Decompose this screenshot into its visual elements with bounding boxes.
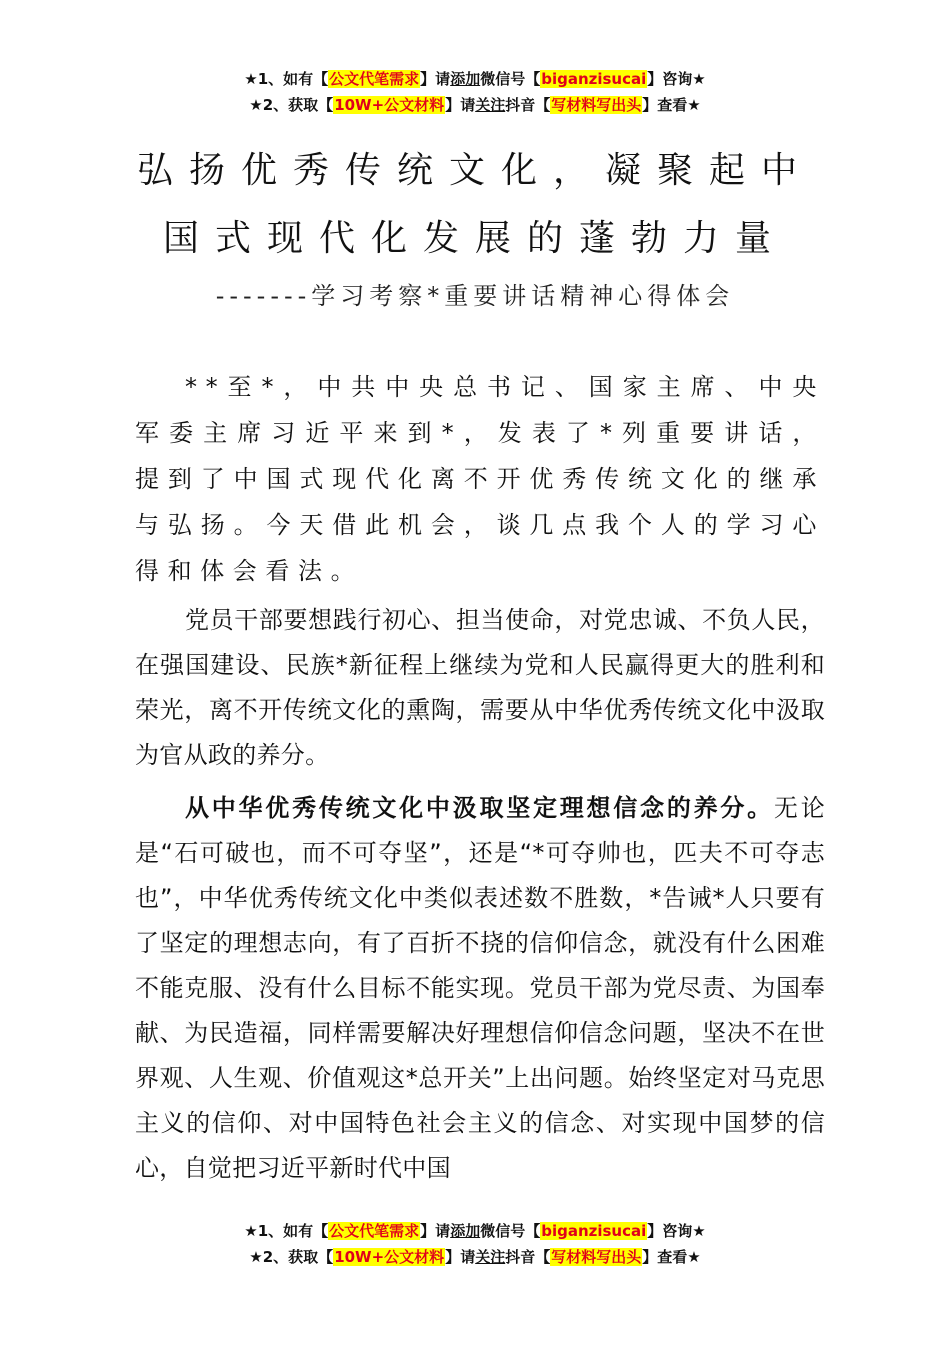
document-subtitle: -------学习考察*重要讲话精神心得体会 [215, 282, 735, 310]
highlight-wechat-id: biganzisucai [541, 70, 647, 88]
banner-line-1: ★1、如有【公文代笔需求】请添加微信号【biganzisucai】咨询★ [244, 70, 706, 88]
paragraph-3-lead: 从中华优秀传统文化中汲取坚定理想信念的养分。 [185, 794, 774, 822]
footer-highlight-douyin-account: 写材料写出头 [551, 1248, 642, 1266]
footer-highlight-service: 公文代笔需求 [329, 1222, 420, 1240]
paragraph-3 [135, 786, 825, 1191]
header-banner [0, 66, 950, 118]
highlight-service: 公文代笔需求 [329, 70, 420, 88]
footer-banner-line-1: ★1、如有【公文代笔需求】请添加微信号【biganzisucai】咨询★ [244, 1222, 706, 1240]
footer-banner-line-2: ★2、获取【10W+公文材料】请关注抖音【写材料写出头】查看★ [249, 1248, 701, 1266]
paragraph-2: 党员干部要想践行初心、担当使命，对党忠诚、不负人民，在强国建设、民族*新征程上继续为党和人民赢得更大的胜利和荣光，离不开传统文化的熏陶，需要从中华优秀传统文化中汲取为官从政的养分。 [135, 606, 825, 769]
footer-banner [0, 1218, 950, 1270]
document-title-line-2: 国式现代化发展的蓬勃力量 [162, 218, 787, 259]
paragraph-3-text: 无论是“石可破也，而不可夺坚”，还是“*可夺帅也，匹夫不可夺志也”，中华优秀传统文化中类似表述数不胜数，*告诫*人只要有了坚定的理想志向，有了百折不挠的信仰信念，就没有什么困难不能克服、没有什么目标不能实现。党员干部为党尽责、为国奉献、为民造福，同样需要解决好理想信仰信念问题，坚决不在世界观、人生观、价值观这*总开关”上出问题。始终坚定对马克思主义的信仰、对中国特色社会主义的信念、对实现中国梦的信心，自觉把习近平新时代中国 [135, 794, 825, 1182]
document-title-line-1: 弘扬优秀传统文化，凝聚起中 [136, 150, 813, 191]
banner-line-2: ★2、获取【10W+公文材料】请关注抖音【写材料写出头】查看★ [249, 96, 701, 114]
footer-highlight-materials: 10W+公文材料 [334, 1248, 445, 1266]
highlight-douyin-account: 写材料写出头 [551, 96, 642, 114]
paragraph-intro: **至*，中共中央总书记、国家主席、中央军委主席习近平来到*，发表了*列重要讲话，提到了中国式现代化离不开优秀传统文化的继承与弘扬。今天借此机会，谈几点我个人的学习心得和体会看法。 [135, 373, 825, 585]
footer-highlight-wechat-id: biganzisucai [541, 1222, 647, 1240]
highlight-materials: 10W+公文材料 [334, 96, 445, 114]
